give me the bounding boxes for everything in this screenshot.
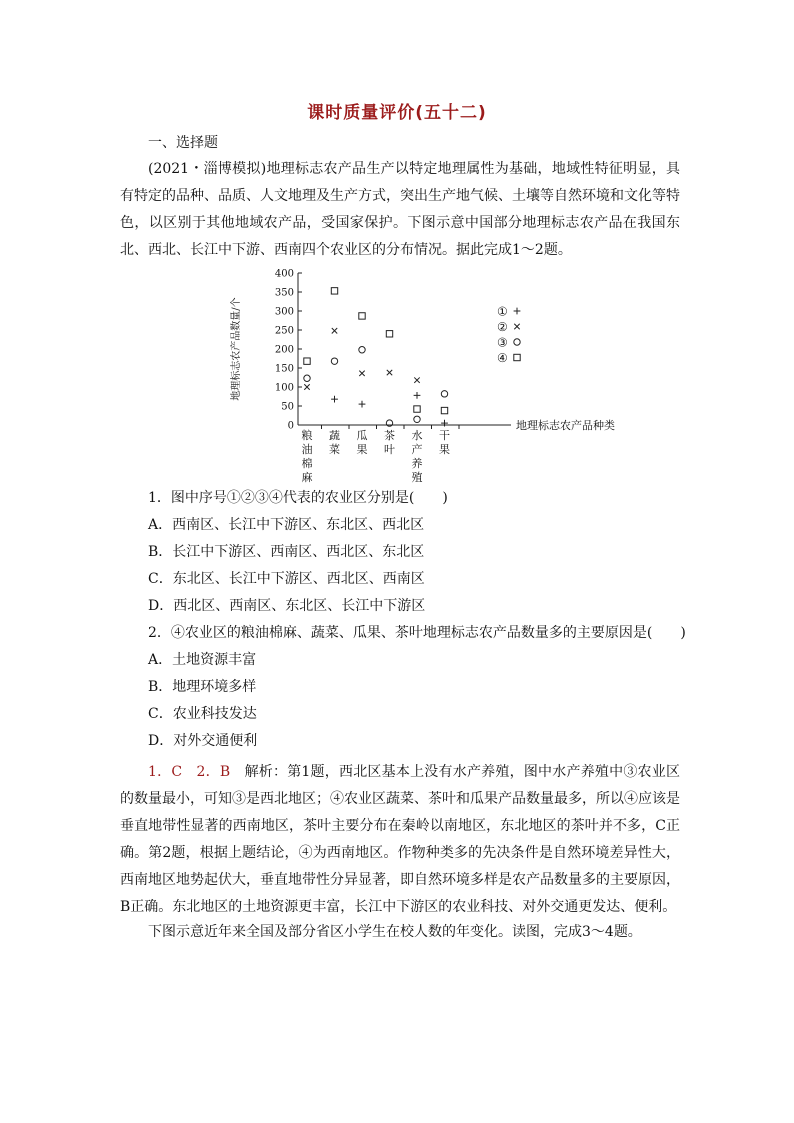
y-tick-label: 150 <box>274 363 294 375</box>
y-tick-label: 100 <box>274 382 294 394</box>
data-point-series-4 <box>441 407 447 413</box>
data-point-series-1 <box>359 401 366 408</box>
x-tick-label: 干果 <box>439 429 450 456</box>
y-tick-label: 300 <box>274 306 294 318</box>
data-point-series-2 <box>332 328 337 333</box>
data-point-series-4 <box>304 358 310 364</box>
x-tick-label: 蔬菜 <box>329 429 340 456</box>
legend-marker <box>514 308 521 315</box>
question-2-stem: 2．④农业区的粮油棉麻、蔬菜、瓜果、茶叶地理标志农产品数量多的主要原因是( ) <box>148 625 686 641</box>
legend-marker <box>514 324 519 329</box>
legend-label: ② <box>497 320 508 334</box>
data-point-series-3 <box>304 375 310 381</box>
x-tick-label: 茶叶 <box>384 429 395 456</box>
answer-text: 解析：第1题，西北区基本上没有水产养殖，图中水产养殖中③农业区的数量最小，可知③是西北地区；④农业区蔬菜、茶叶和瓜果产品数量最多，所以④应该是垂直地带性显著的西南地区，茶叶主要分布在秦岭以南地区，东北地区的茶叶并不多，C正确。第2题，根据上题结论，④为西南地区。作物种类多的先决条件是自然环境差异性大，西南地区地势起伏大，垂直地带性分异显著，即自然环境多样是农产品数量多的主要原因，B正确。东北地区的土地资源更丰富，长江中下游区的农业科技、对外交通更发达、便利。 <box>120 764 680 915</box>
question-1-option-c: C．东北区、长江中下游区、西北区、西南区 <box>148 571 425 587</box>
data-point-series-3 <box>331 358 337 364</box>
question-1-option-b: B．长江中下游区、西南区、西北区、东北区 <box>148 544 425 560</box>
data-point-series-2 <box>359 371 364 376</box>
question-1-stem: 1．图中序号①②③④代表的农业区分别是( ) <box>148 490 448 506</box>
data-point-series-3 <box>441 391 447 397</box>
x-axis <box>298 418 615 484</box>
y-tick-label: 250 <box>274 325 294 337</box>
legend-label: ③ <box>497 335 508 350</box>
question-2-option-a: A．土地资源丰富 <box>148 652 257 668</box>
y-tick-label: 350 <box>274 287 294 299</box>
x-tick-label: 水产养殖 <box>411 429 423 484</box>
data-point-series-4 <box>386 331 392 337</box>
legend-label: ① <box>497 304 508 319</box>
next-intro-paragraph: 下图示意近年来全国及部分省区小学生在校人数的年变化。读图，完成3～4题。 <box>148 924 642 940</box>
answer-explanation <box>120 759 680 921</box>
data-point-series-4 <box>414 406 420 412</box>
question-1-option-d: D．西北区、西南区、东北区、长江中下游区 <box>148 598 426 614</box>
question-2-option-d: D．对外交通便利 <box>148 733 258 749</box>
y-axis-label: 地理标志农产品数量/个 <box>231 297 242 401</box>
x-tick-label: 瓜果 <box>356 429 368 456</box>
scatter-chart <box>225 265 615 484</box>
legend-marker <box>514 339 520 345</box>
y-tick-label: 200 <box>274 344 294 356</box>
section-heading: 一、选择题 <box>148 135 218 151</box>
question-2-option-c: C．农业科技发达 <box>148 706 257 722</box>
data-point-series-1 <box>414 392 421 399</box>
intro-paragraph: (2021・淄博模拟)地理标志农产品生产以特定地理属性为基础，地域性特征明显，具有特定的品种、品质、人文地理及生产方式，突出生产地气候、土壤等自然环境和文化等特色，以区别于其他地域农产品，受国家保护。下图示意中国部分地理标志农产品在我国东北、西北、长江中下游、西南四个农业区的分布情况。据此完成1～2题。 <box>120 161 680 258</box>
y-tick-label: 0 <box>287 420 294 432</box>
y-tick-label: 400 <box>274 268 294 280</box>
data-point-series-2 <box>387 370 392 375</box>
data-point-series-3 <box>414 416 420 422</box>
answer-key: 1．C 2．B <box>148 764 231 780</box>
data-point-series-4 <box>331 288 337 294</box>
data-point-series-4 <box>359 313 365 319</box>
data-point-series-1 <box>331 396 338 403</box>
data-point-series-3 <box>359 347 365 353</box>
data-point-series-2 <box>414 377 419 382</box>
question-2-option-b: B．地理环境多样 <box>148 679 257 695</box>
y-tick-label: 50 <box>281 401 294 413</box>
chart-marks <box>304 288 448 427</box>
legend-label: ④ <box>497 351 508 365</box>
legend-marker <box>514 354 520 360</box>
page-title: 课时质量评价(五十二) <box>307 103 487 123</box>
x-axis-label: 地理标志农产品种类 <box>516 419 615 432</box>
y-axis <box>229 269 302 432</box>
chart-legend <box>497 305 520 366</box>
x-tick-label: 粮油棉麻 <box>301 429 313 484</box>
data-point-series-2 <box>304 384 309 389</box>
question-1-option-a: A．西南区、长江中下游区、东北区、西北区 <box>148 517 425 533</box>
